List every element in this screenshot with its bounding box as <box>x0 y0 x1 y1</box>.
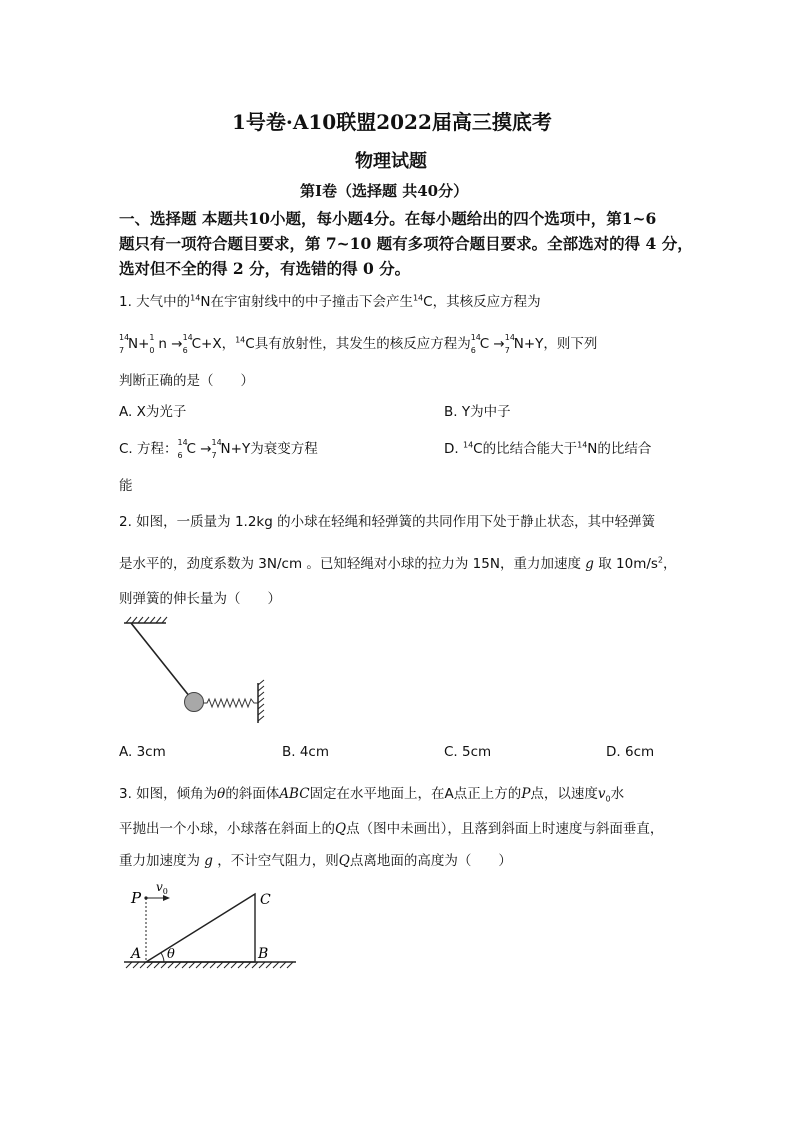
label-b: B <box>258 946 269 962</box>
section-instruction-line1: 一、选择题 本题共10小题，每小题4分。在每小题给出的四个选项中，第1~6 <box>119 209 657 228</box>
q3-figure <box>118 878 303 973</box>
q1-equation-line: 14 7 N+ 1 0 n → 14 6 C+X，$^{14}$C具有放射性，其发生的核反应方程为 14 6 C → 14 7 N+Y，则下列 <box>119 333 598 355</box>
q1-option-d-wrap: 能 <box>119 478 133 494</box>
exam-title: 1号卷·A10联盟2022届高三摸底考 <box>232 110 552 134</box>
q2-option-b: B. 4cm <box>282 744 330 760</box>
q3-stem-line3: 重力加速度为 g ，不计空气阻力，则Q点离地面的高度为（ ） <box>119 853 512 869</box>
label-c: C <box>260 892 271 908</box>
volume-title: 第Ⅰ卷（选择题 共40分） <box>300 182 469 200</box>
section-instruction-line2: 题只有一项符合题目要求，第 7~10 题有多项符合题目要求。全部选对的得 4 分， <box>119 234 693 253</box>
label-p: P <box>131 889 142 907</box>
q1-stem: 1. 大气中的$^{14}$N在宇宙射线中的中子撞击下会产生$^{14}$C，其核反应方程为 <box>119 293 541 310</box>
q2-figure <box>118 615 278 727</box>
q2-option-a: A. 3cm <box>119 744 166 760</box>
q1-option-a: A. X为光子 <box>119 404 187 420</box>
q2-option-c: C. 5cm <box>444 744 492 760</box>
q3-stem-line2: 平抛出一个小球，小球落在斜面上的Q点（图中未画出），且落到斜面上时速度与斜面垂直， <box>119 821 664 837</box>
q2-stem-line2: 是水平的，劲度系数为 3N/cm 。已知轻绳对小球的拉力为 15N，重力加速度 g 取 $10m/s^2$， <box>119 555 677 572</box>
ball <box>185 693 204 712</box>
q2-option-d: D. 6cm <box>606 744 655 760</box>
q1-option-d: D. $^{14}$C的比结合能大于$^{14}$N的比结合 <box>444 440 652 457</box>
q2-stem-line3: 则弹簧的伸长量为（ ） <box>119 591 281 607</box>
rope <box>131 623 190 697</box>
angle-arc <box>161 953 164 962</box>
q1-option-b: B. Y为中子 <box>444 404 511 420</box>
ceiling-hatch <box>126 617 167 623</box>
q1-stem-end: 判断正确的是（ ） <box>119 373 254 389</box>
spring <box>203 699 258 707</box>
label-v0: $v_0$ <box>156 880 168 896</box>
label-theta: θ <box>167 947 175 962</box>
ground-hatch <box>126 962 293 968</box>
section-instruction-line3: 选对但不全的得 2 分，有选错的得 0 分。 <box>119 259 411 278</box>
q2-stem-line1: 2. 如图，一质量为 1.2kg 的小球在轻绳和轻弹簧的共同作用下处于静止状态，其中轻弹簧 <box>119 514 656 530</box>
incline-abc <box>146 894 255 962</box>
subject-title: 物理试题 <box>355 151 427 172</box>
q3-stem-line1: 3. 如图，倾角为θ的斜面体ABC固定在水平地面上，在A点正上方的P点，以速度$v_0$水 <box>119 786 625 804</box>
label-a: A <box>131 946 142 962</box>
wall-hatch <box>258 680 264 721</box>
q1-option-c: C. 方程： 14 6 C → 14 7 N+Y为衰变方程 <box>119 438 318 460</box>
